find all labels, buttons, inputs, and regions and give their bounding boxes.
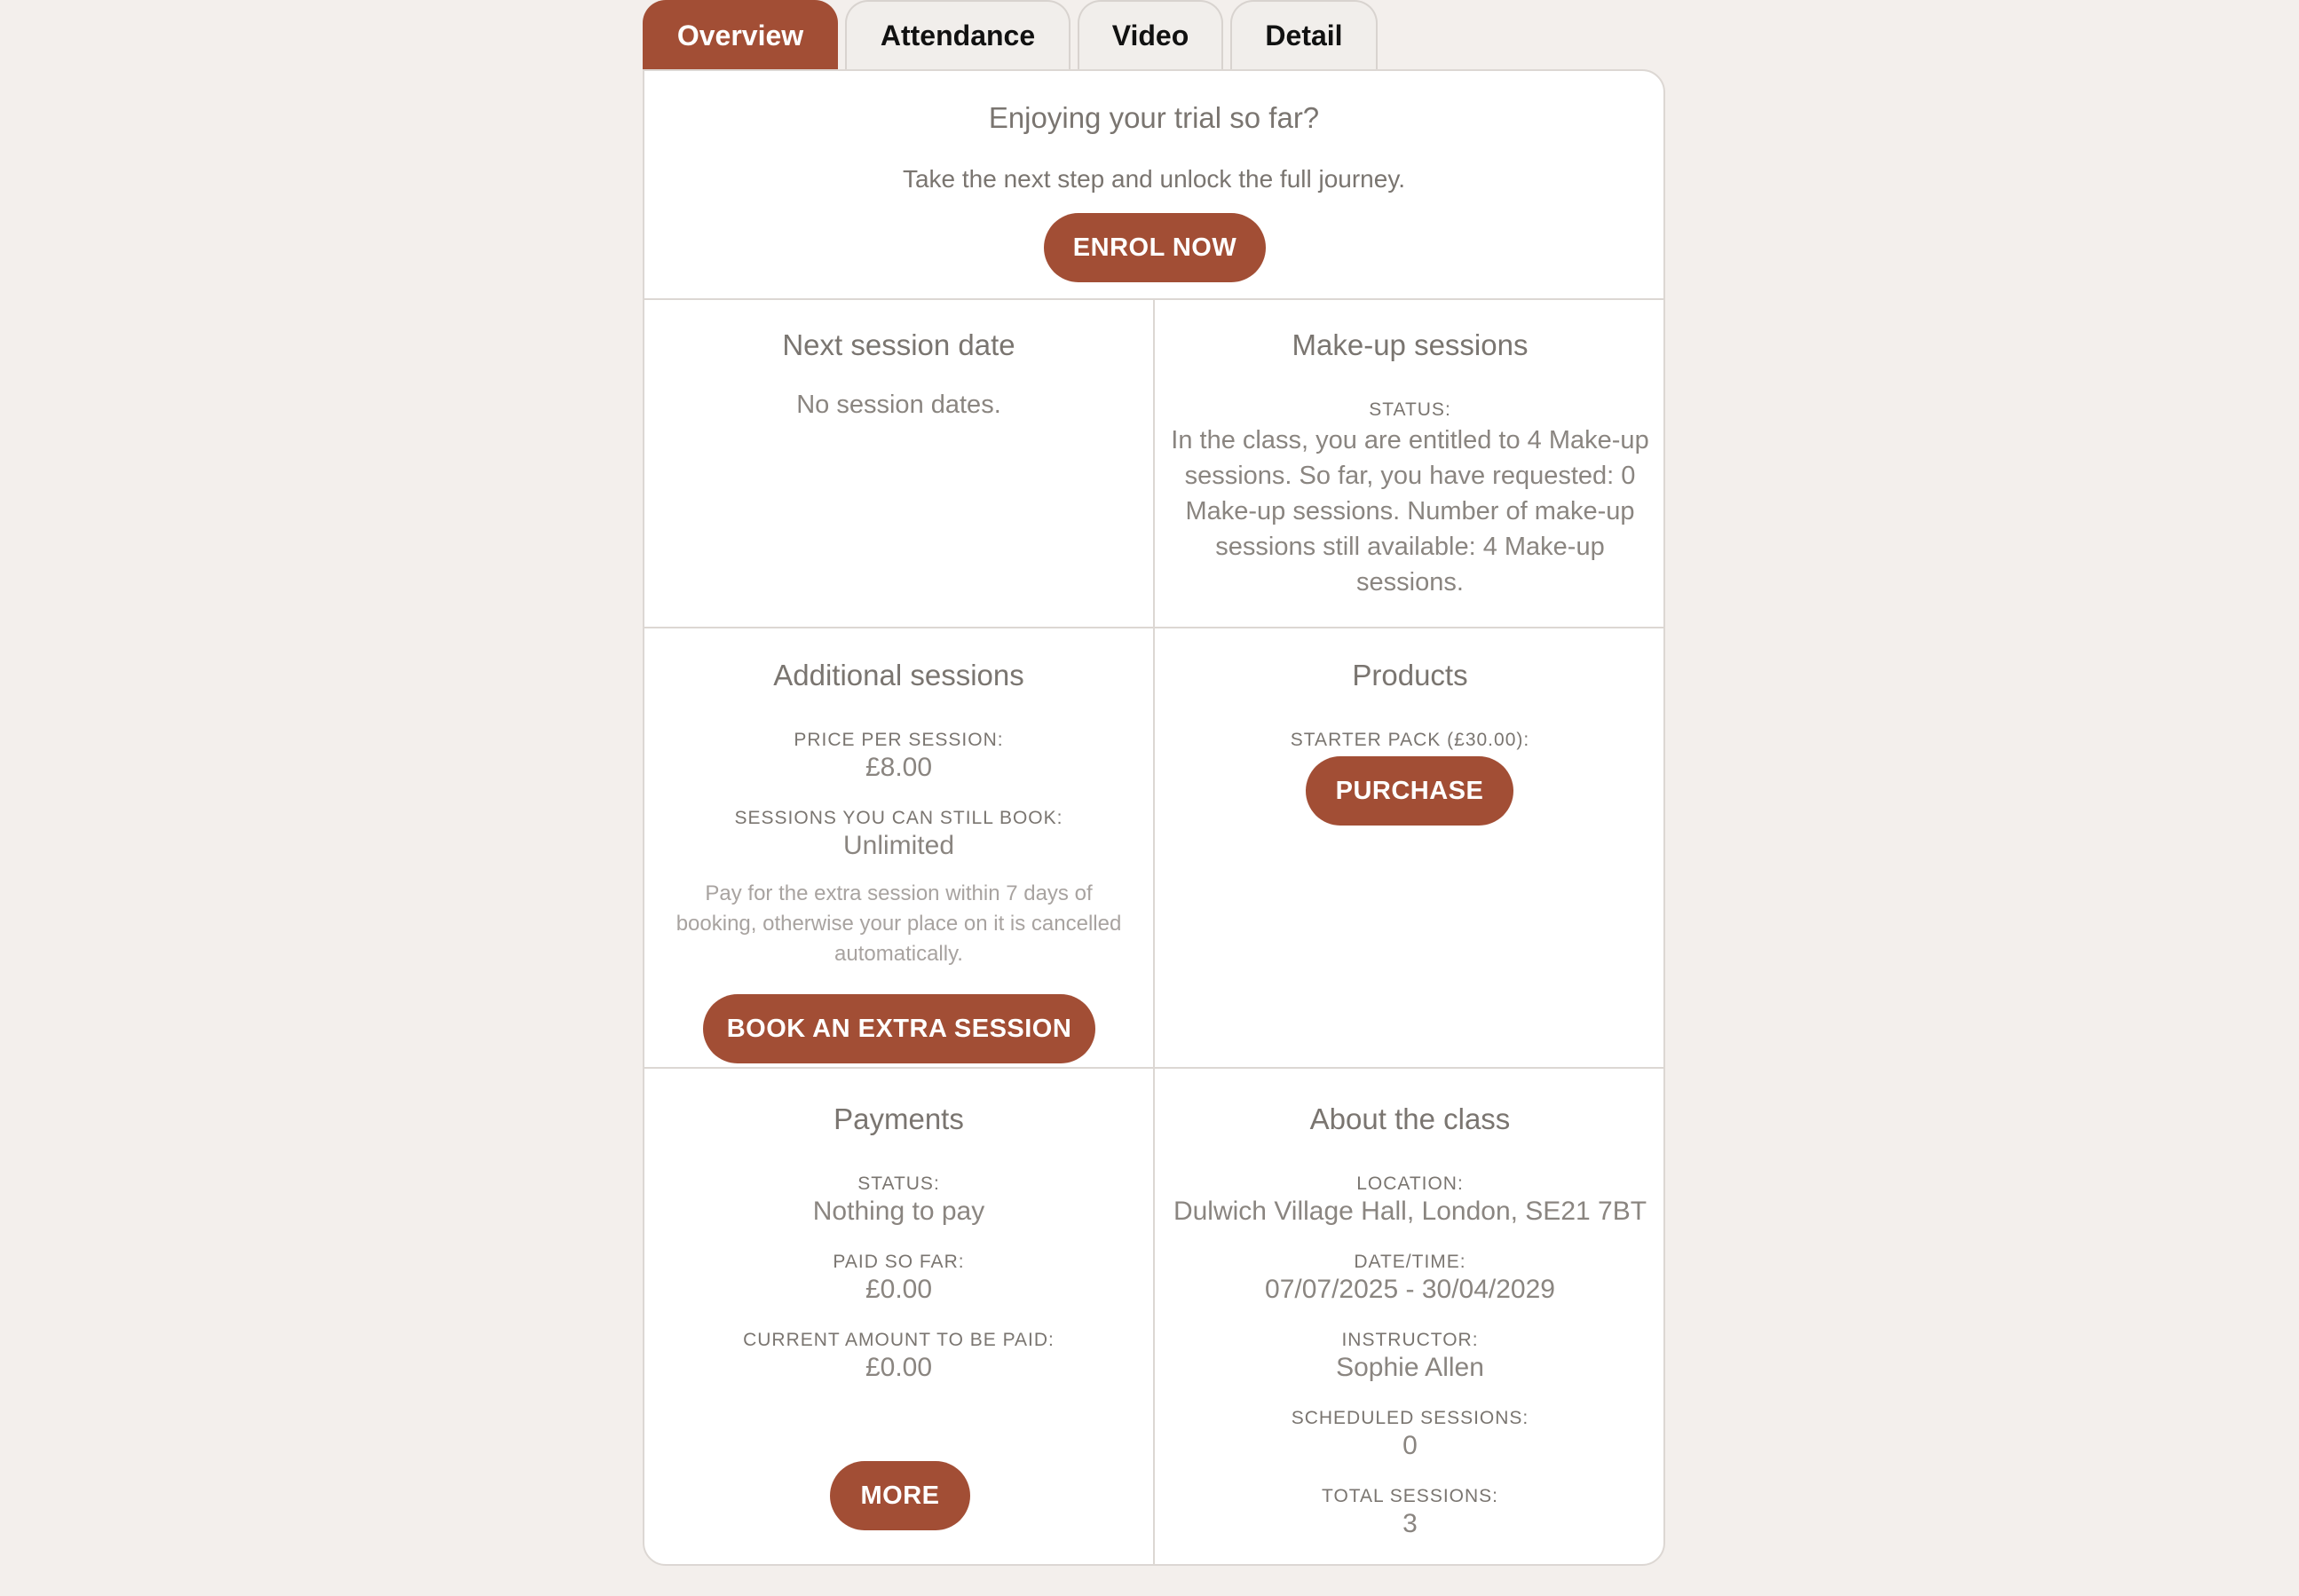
- additional-title: Additional sessions: [773, 659, 1024, 691]
- next-session-title: Next session date: [782, 328, 1015, 361]
- makeup-sessions-section: [1155, 298, 1665, 628]
- payment-status-value: Nothing to pay: [812, 1197, 985, 1226]
- sessions-bookable-label: SESSIONS YOU CAN STILL BOOK:: [734, 808, 1063, 828]
- more-button[interactable]: MORE: [830, 1461, 970, 1530]
- products-title: Products: [1352, 659, 1468, 691]
- instructor-label: INSTRUCTOR:: [1341, 1330, 1479, 1350]
- datetime-label: DATE/TIME:: [1354, 1252, 1466, 1272]
- tab-video[interactable]: Video: [1078, 0, 1223, 69]
- makeup-status-label: STATUS:: [1369, 399, 1451, 420]
- banner-subtitle: Take the next step and unlock the full journey.: [902, 165, 1406, 193]
- tab-overview[interactable]: Overview: [643, 0, 838, 69]
- total-sessions-label: TOTAL SESSIONS:: [1322, 1486, 1498, 1506]
- enrol-now-button[interactable]: ENROL NOW: [1044, 213, 1266, 282]
- sessions-bookable-value: Unlimited: [842, 831, 955, 860]
- about-title: About the class: [1309, 1102, 1511, 1135]
- tab-attendance[interactable]: Attendance: [845, 0, 1070, 69]
- class-overview-panel: [643, 0, 1665, 1566]
- total-sessions-value: 3: [1402, 1509, 1418, 1538]
- makeup-title: Make-up sessions: [1292, 328, 1529, 361]
- payments-section: [644, 1069, 1155, 1566]
- payment-status-label: STATUS:: [857, 1173, 940, 1194]
- price-per-session-label: PRICE PER SESSION:: [794, 730, 1004, 750]
- book-extra-session-button[interactable]: BOOK AN EXTRA SESSION: [703, 994, 1095, 1063]
- banner-title: Enjoying your trial so far?: [988, 101, 1320, 134]
- starter-pack-label: STARTER PACK (£30.00):: [1290, 730, 1530, 750]
- location-value: Dulwich Village Hall, London, SE21 7BT: [1173, 1197, 1647, 1226]
- next-session-text: No session dates.: [796, 391, 1001, 419]
- products-section: [1155, 628, 1665, 1069]
- paid-so-far-value: £0.00: [865, 1275, 933, 1304]
- datetime-value: 07/07/2025 - 30/04/2029: [1265, 1275, 1555, 1304]
- about-class-section: [1155, 1069, 1665, 1566]
- tab-detail[interactable]: Detail: [1230, 0, 1378, 69]
- current-amount-label: CURRENT AMOUNT TO BE PAID:: [743, 1330, 1055, 1350]
- scheduled-sessions-label: SCHEDULED SESSIONS:: [1291, 1408, 1529, 1428]
- tab-bar: [643, 0, 1665, 69]
- payment-deadline-note: Pay for the extra session within 7 days of booking, otherwise your place on it is cancelled automatically.: [675, 881, 1122, 966]
- price-per-session-value: £8.00: [865, 753, 933, 782]
- location-label: LOCATION:: [1356, 1173, 1464, 1194]
- instructor-value: Sophie Allen: [1336, 1353, 1484, 1382]
- current-amount-value: £0.00: [865, 1353, 933, 1382]
- payments-title: Payments: [833, 1102, 964, 1135]
- makeup-status-text: In the class, you are entitled to 4 Make-up sessions. So far, you have requested: 0 Make-up sessions. Number of make-up sessions still available: 4 Make-up sessions.: [1171, 426, 1649, 597]
- scheduled-sessions-value: 0: [1402, 1431, 1418, 1460]
- purchase-button[interactable]: PURCHASE: [1306, 756, 1513, 826]
- paid-so-far-label: PAID SO FAR:: [833, 1252, 965, 1272]
- trial-banner: [644, 71, 1663, 300]
- next-session-section: [644, 298, 1155, 628]
- overview-card: [643, 69, 1665, 1566]
- additional-sessions-section: [644, 628, 1155, 1069]
